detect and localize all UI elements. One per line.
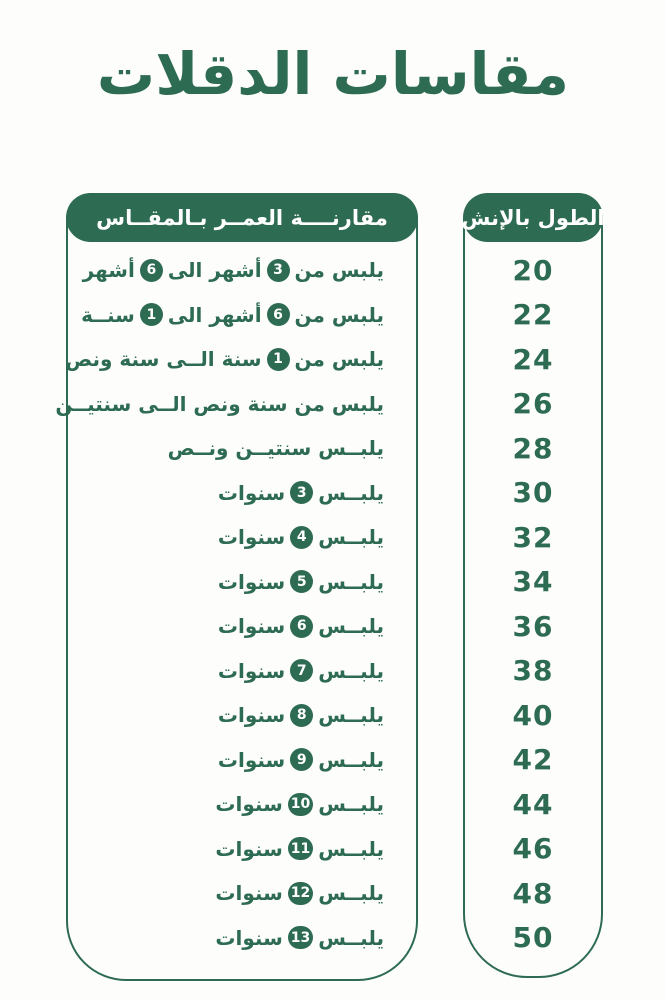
age-row xyxy=(68,471,416,516)
number-badge: 3 xyxy=(290,481,313,504)
age-row-text: يلبــس xyxy=(318,836,384,861)
age-row-text: سنوات xyxy=(217,658,286,683)
length-value: 20 xyxy=(512,253,554,287)
length-value: 34 xyxy=(512,565,554,599)
length-value: 28 xyxy=(512,431,554,465)
age-row-text: أشهر xyxy=(82,258,135,283)
age-row-text: يلبس من xyxy=(294,302,384,327)
length-column-header: الطول بالإنش xyxy=(463,193,603,242)
number-badge: 4 xyxy=(290,526,313,549)
age-row-text: يلبس من xyxy=(294,347,384,372)
age-row-text: سنوات xyxy=(217,747,286,772)
age-row-text: سنوات xyxy=(217,525,286,550)
length-values-container xyxy=(465,248,601,960)
age-row-text: سنة الــى سنة ونص xyxy=(65,347,262,372)
length-value: 36 xyxy=(512,609,554,643)
age-row xyxy=(68,916,416,961)
age-row-text: يلبــس سنتيــن ونــص xyxy=(167,436,384,461)
age-row-text: سنــة xyxy=(81,302,135,327)
number-badge: 1 xyxy=(267,348,290,371)
number-badge: 8 xyxy=(290,704,313,727)
length-value: 24 xyxy=(512,342,554,376)
age-row xyxy=(68,738,416,783)
age-row-text: يلبــس xyxy=(318,925,384,950)
age-row-text: يلبــس xyxy=(318,569,384,594)
age-row-text: يلبــس xyxy=(318,703,384,728)
number-badge: 7 xyxy=(290,659,313,682)
age-row-text: سنوات xyxy=(217,703,286,728)
age-row xyxy=(55,382,416,427)
age-row-text: يلبــس xyxy=(318,792,384,817)
number-badge: 9 xyxy=(290,748,313,771)
age-row xyxy=(68,560,416,605)
age-row xyxy=(68,515,416,560)
age-row-text: سنوات xyxy=(217,614,286,639)
age-row-text: يلبس من xyxy=(294,258,384,283)
length-value: 44 xyxy=(512,787,554,821)
number-badge: 13 xyxy=(288,926,313,949)
number-badge: 5 xyxy=(290,570,313,593)
age-row-text: يلبس من سنة ونص الــى سنتيــن xyxy=(55,391,384,416)
length-value: 38 xyxy=(512,654,554,688)
age-row xyxy=(65,337,416,382)
age-row-text: يلبــس xyxy=(318,747,384,772)
number-badge: 10 xyxy=(288,793,313,816)
age-row-text: أشهر الى xyxy=(167,302,262,327)
length-value: 50 xyxy=(512,921,554,955)
length-value: 46 xyxy=(512,832,554,866)
age-row xyxy=(68,693,416,738)
age-row xyxy=(68,604,416,649)
age-row-text: سنوات xyxy=(215,792,283,817)
age-row-text: يلبــس xyxy=(318,480,384,505)
number-badge: 6 xyxy=(140,259,163,282)
age-row-text: سنوات xyxy=(215,925,283,950)
number-badge: 6 xyxy=(290,615,313,638)
age-row-text: يلبــس xyxy=(318,525,384,550)
age-row-text: أشهر الى xyxy=(167,258,262,283)
age-row xyxy=(68,248,416,293)
age-column-header: مقارنــــة العمــر بـالمقــاس xyxy=(66,193,418,242)
age-row-text: يلبــس xyxy=(318,614,384,639)
length-value: 22 xyxy=(512,298,554,332)
length-value: 40 xyxy=(512,698,554,732)
number-badge: 12 xyxy=(288,882,313,905)
age-row-text: سنوات xyxy=(215,881,283,906)
length-value: 30 xyxy=(512,476,554,510)
age-row xyxy=(68,782,416,827)
age-row xyxy=(68,293,416,338)
age-row xyxy=(68,426,416,471)
length-value: 42 xyxy=(512,743,554,777)
age-row-text: سنوات xyxy=(215,836,283,861)
age-row xyxy=(68,871,416,916)
number-badge: 3 xyxy=(267,259,290,282)
age-comparison-column xyxy=(55,193,418,981)
length-value: 26 xyxy=(512,387,554,421)
age-rows-container xyxy=(55,248,416,960)
age-row-text: يلبــس xyxy=(318,658,384,683)
length-inches-column xyxy=(463,193,603,978)
age-row-text: سنوات xyxy=(217,480,286,505)
age-row xyxy=(68,649,416,694)
age-row-text: يلبــس xyxy=(318,881,384,906)
page-title: مقاسات الدقلات xyxy=(96,40,570,108)
age-row xyxy=(68,827,416,872)
number-badge: 6 xyxy=(267,303,290,326)
age-row-text: سنوات xyxy=(217,569,286,594)
number-badge: 1 xyxy=(140,303,163,326)
number-badge: 11 xyxy=(288,837,313,860)
length-value: 48 xyxy=(512,876,554,910)
length-value: 32 xyxy=(512,520,554,554)
